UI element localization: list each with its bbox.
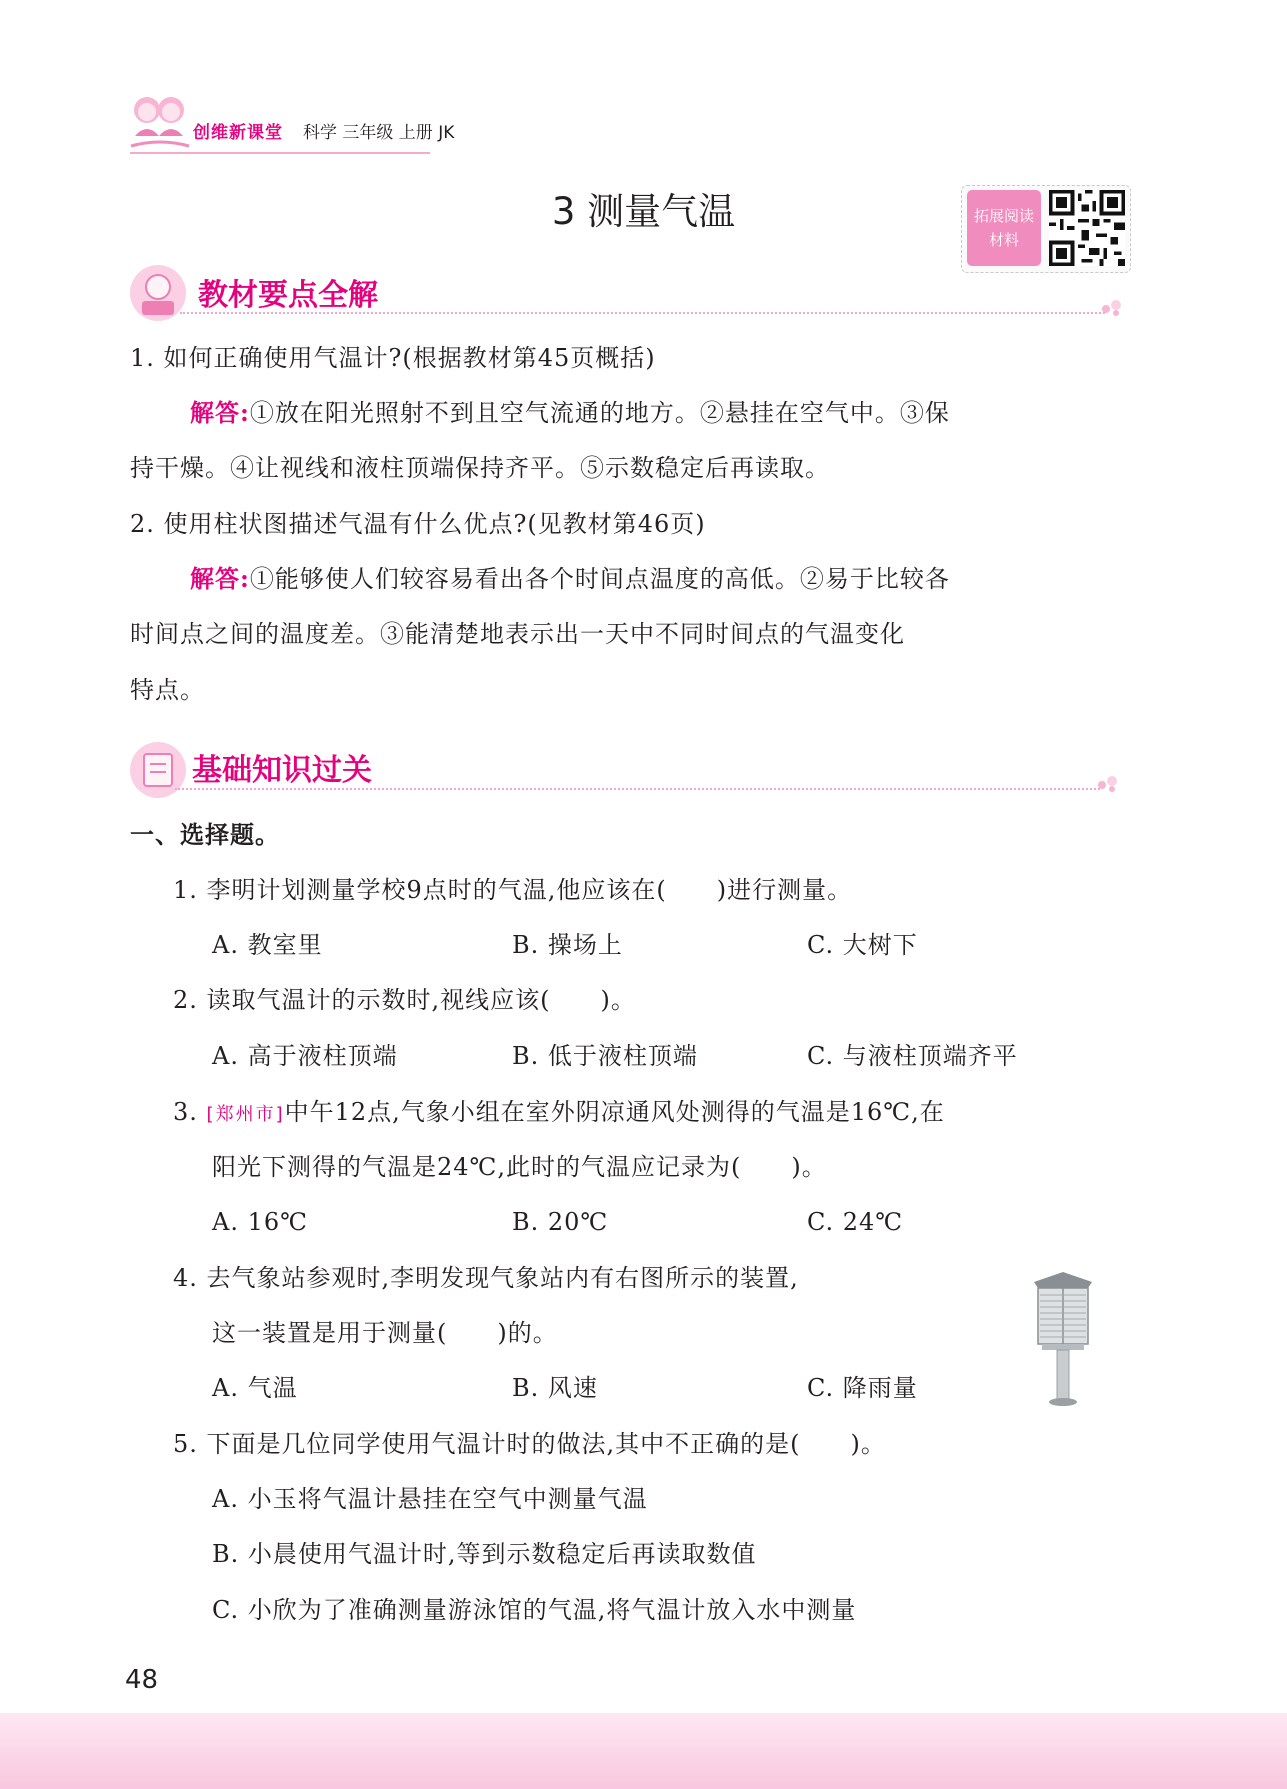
question-stem: 5. 下面是几位同学使用气温计时的做法,其中不正确的是( )。 <box>173 1430 886 1458</box>
qr-label-line: 拓展阅读 <box>973 207 1034 225</box>
answer-line <box>190 398 950 428</box>
answer-text: ①能够使人们较容易看出各个时间点温度的高低。②易于比较各 <box>249 565 950 593</box>
brand-name: 创维新课堂 <box>193 123 283 143</box>
option-c[interactable]: C. 与液柱顶端齐平 <box>807 1042 1018 1070</box>
answer-line: 时间点之间的温度差。③能清楚地表示出一天中不同时间点的气温变化 <box>130 620 905 648</box>
footer-band <box>0 1713 1287 1789</box>
question-text: 2. 使用柱状图描述气温有什么优点?(见教材第46页) <box>130 510 706 538</box>
answer-label: 解答: <box>190 564 250 593</box>
answer-line <box>190 564 950 594</box>
qr-label <box>967 190 1041 266</box>
answer-line: 持干燥。④让视线和液柱顶端保持齐平。⑤示数稳定后再读取。 <box>130 454 830 482</box>
section-divider <box>180 312 1105 314</box>
question-text: 中午12点,气象小组在室外阴凉通风处测得的气温是16℃,在 <box>284 1098 945 1126</box>
option-c[interactable]: C. 大树下 <box>807 931 918 959</box>
option-a[interactable]: A. 小玉将气温计悬挂在空气中测量气温 <box>212 1485 648 1513</box>
option-a[interactable]: A. 气温 <box>212 1374 298 1402</box>
mascot-icon <box>125 88 195 156</box>
teacher-icon <box>128 263 194 323</box>
question-number: 3. <box>173 1098 198 1126</box>
answer-line: 特点。 <box>130 676 205 704</box>
section-title: 教材要点全解 <box>198 278 378 313</box>
question-stem-line2: 这一装置是用于测量( )的。 <box>212 1319 558 1347</box>
weather-box-icon <box>1028 1268 1098 1408</box>
question-stem-line2: 阳光下测得的气温是24℃,此时的气温应记录为( )。 <box>212 1153 827 1181</box>
option-b[interactable]: B. 小晨使用气温计时,等到示数稳定后再读取数值 <box>212 1540 757 1568</box>
answer-text: ①放在阳光照射不到且空气流通的地方。②悬挂在空气中。③保 <box>249 399 950 427</box>
answer-label: 解答: <box>190 398 250 427</box>
subject-label: 科学 三年级 上册 JK <box>303 123 455 143</box>
question-stem: 1. 李明计划测量学校9点时的气温,他应该在( )进行测量。 <box>173 876 853 904</box>
question-stem: 2. 读取气温计的示数时,视线应该( )。 <box>173 986 636 1014</box>
section-title: 基础知识过关 <box>192 753 372 788</box>
question-stem <box>173 1097 945 1130</box>
section-divider <box>175 788 1100 790</box>
dots-icon <box>1096 773 1122 793</box>
owl-book-icon <box>128 740 194 800</box>
option-a[interactable]: A. 教室里 <box>212 931 323 959</box>
region-tag: [郑州市] <box>206 1104 285 1125</box>
qr-label-line: 材料 <box>988 231 1019 249</box>
option-b[interactable]: B. 操场上 <box>512 931 623 959</box>
option-b[interactable]: B. 20℃ <box>512 1208 609 1236</box>
option-c[interactable]: C. 小欣为了准确测量游泳馆的气温,将气温计放入水中测量 <box>212 1596 857 1624</box>
option-b[interactable]: B. 风速 <box>512 1374 598 1402</box>
header-rule <box>130 152 430 154</box>
option-a[interactable]: A. 高于液柱顶端 <box>212 1042 398 1070</box>
lesson-title: 3 测量气温 <box>551 190 736 233</box>
part-title: 一、选择题。 <box>130 821 280 849</box>
option-c[interactable]: C. 降雨量 <box>807 1374 918 1402</box>
option-b[interactable]: B. 低于液柱顶端 <box>512 1042 698 1070</box>
qr-code-icon[interactable] <box>1049 190 1125 266</box>
option-a[interactable]: A. 16℃ <box>212 1208 308 1236</box>
question-stem: 4. 去气象站参观时,李明发现气象站内有右图所示的装置, <box>173 1264 799 1292</box>
option-c[interactable]: C. 24℃ <box>807 1208 904 1236</box>
page-number: 48 <box>125 1665 159 1695</box>
dots-icon <box>1100 297 1126 317</box>
question-text: 1. 如何正确使用气温计?(根据教材第45页概括) <box>130 344 656 372</box>
